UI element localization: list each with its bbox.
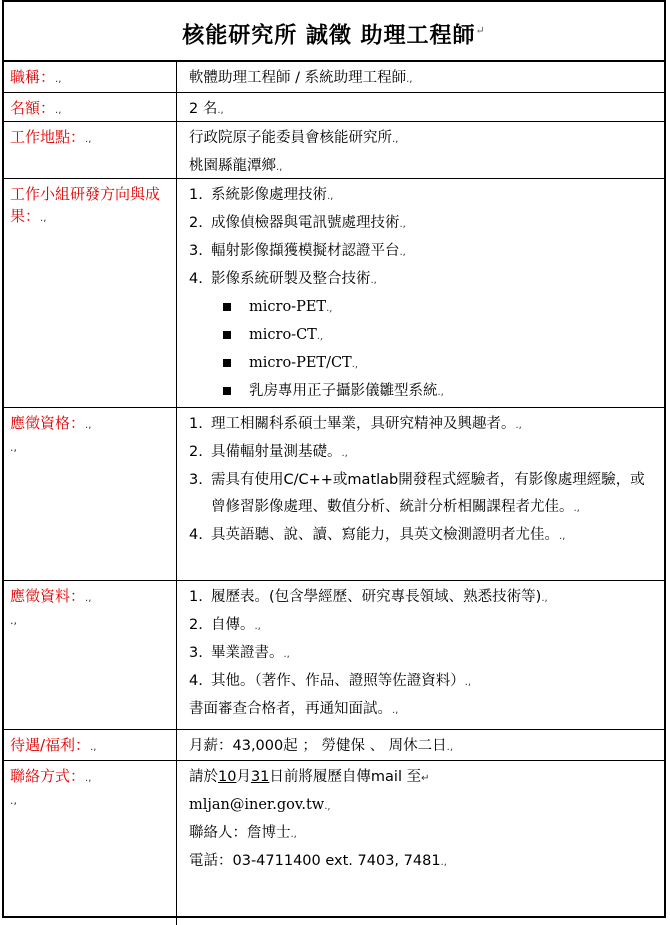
label-contact: 聯絡方式：., ., <box>4 761 177 925</box>
contact-email: mljan@iner.gov.tw., <box>189 797 331 813</box>
value-job-title: 軟體助理工程師 / 系統助理工程師., <box>189 70 413 86</box>
list-item: 1. 系統影像處理技術., <box>189 187 334 203</box>
location-line: 行政院原子能委員會核能研究所., <box>189 130 399 146</box>
square-bullet-icon <box>223 387 231 395</box>
bullet-item: micro-CT., <box>189 322 658 350</box>
label-openings: 名額：., <box>4 93 177 121</box>
list-item: 3. 需具有使用C/C++或matlab開發程式經驗者，有影像處理經驗，或曾修習影像處理、數值分析、統計分析相關課程者尤佳。., <box>189 472 645 515</box>
paragraph-mark: ↵ <box>475 24 486 37</box>
list-item: 3. 輻射影像擷獲模擬材認證平台., <box>189 243 406 259</box>
list-item: 2. 自傳。., <box>189 617 261 633</box>
row-qualifications <box>4 408 664 581</box>
list-item: 4. 其他。（著作、作品、證照等佐證資料）., <box>189 673 472 689</box>
label-job-title: 職稱：., <box>4 62 177 92</box>
bullet-item: micro-PET/CT., <box>189 350 658 378</box>
row-team-direction <box>4 179 664 408</box>
title-text: 核能研究所 誠徵 助理工程師 <box>182 22 476 49</box>
value-benefits: 月薪：43,000起 ； 勞健保 、 周休二日., <box>189 738 454 754</box>
list-item: 2. 具備輻射量測基礎。., <box>189 444 348 460</box>
row-location <box>4 122 664 179</box>
square-bullet-icon <box>223 359 231 367</box>
square-bullet-icon <box>223 303 231 311</box>
job-posting-table <box>2 0 666 918</box>
label-location: 工作地點：., <box>4 122 177 178</box>
value-qualifications <box>177 408 664 580</box>
contact-person: 聯絡人：詹博士., <box>189 825 297 841</box>
list-item: 3. 畢業證書。., <box>189 645 290 661</box>
page-title <box>4 2 664 62</box>
list-item: 4. 影像系統研製及整合技術., <box>189 271 377 287</box>
list-item: 1. 理工相關科系碩士畢業，具研究精神及興趣者。., <box>189 416 522 432</box>
list-item: 4. 具英語聽、說、讀、寫能力，具英文檢測證明者尤佳。., <box>189 527 566 543</box>
contact-phone: 電話：03-4711400 ext. 7403, 7481., <box>189 853 447 869</box>
interview-note: 書面審查合格者，再通知面試。., <box>189 701 399 717</box>
bullet-item: micro-PET., <box>189 294 658 322</box>
label-team-direction: 工作小組研發方向與成果：., <box>4 179 177 407</box>
label-documents: 應徵資料：., ., <box>4 581 177 729</box>
label-qualifications: 應徵資格：., ., <box>4 408 177 580</box>
row-openings <box>4 93 664 122</box>
label-benefits: 待遇/福利：., <box>4 730 177 760</box>
value-location <box>177 122 664 178</box>
row-job-title <box>4 62 664 93</box>
square-bullet-icon <box>223 331 231 339</box>
row-contact <box>4 761 664 925</box>
value-documents <box>177 581 664 729</box>
value-contact <box>177 761 664 925</box>
list-item: 2. 成像偵檢器與電訊號處理技術., <box>189 215 406 231</box>
bullet-item: 乳房專用正子攝影儀雛型系統., <box>189 378 658 406</box>
list-item: 1. 履歷表。(包含學經歷、研究專長領域、熟悉技術等)., <box>189 589 548 605</box>
contact-deadline: 請於10月31日前將履歷自傳mail 至↵ <box>189 769 430 785</box>
value-team-direction <box>177 179 664 407</box>
row-benefits <box>4 730 664 761</box>
row-documents <box>4 581 664 730</box>
value-openings: 2 名., <box>189 101 224 117</box>
location-line: 桃園縣龍潭鄉., <box>189 158 283 174</box>
